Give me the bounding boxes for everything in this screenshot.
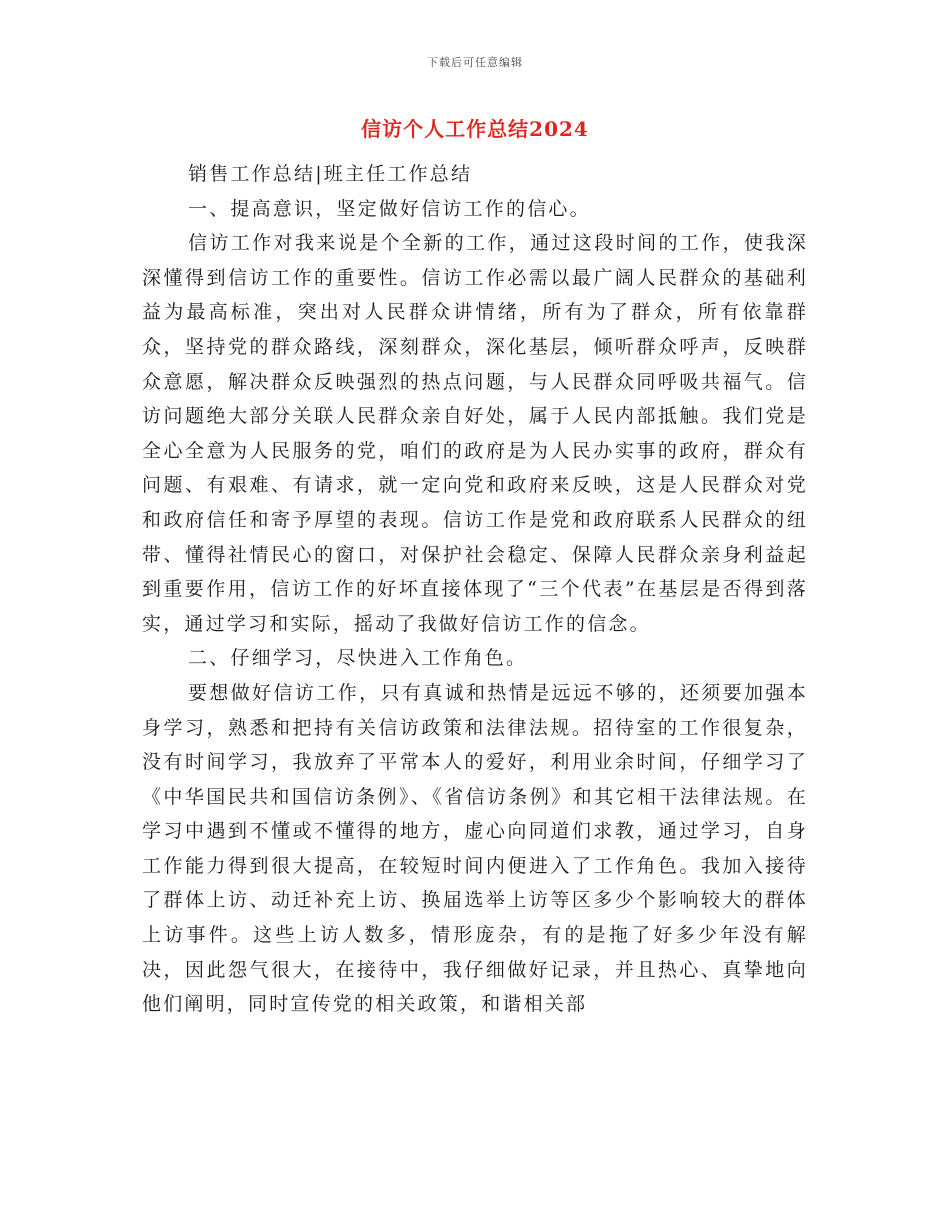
section-heading-2: 二、仔细学习，尽快进入工作角色。 [188,647,528,670]
paragraph-subtitle: 销售工作总结|班主任工作总结 [188,163,473,185]
paragraph-body-1: 信访工作对我来说是个全新的工作，通过这段时间的工作，使我深深懂得到信访工作的重要性。信访工作必需以最广阔人民群众的基础利益为最高标准，突出对人民群众讲情绪，所有为了群众，所有依靠群众，坚持党的群众路线，深刻群众，深化基层，倾听群众呼声，反映群众意愿，解决群众反映强烈的热点问题，与人民群众同呼吸共福气。信访问题绝大部分关联人民群众亲自好处，属于人民内部抵触。我们党是全心全意为人民服务的党，咱们的政府是为人民办实事的政府，群众有问题、有艰难、有请求，就一定向党和政府来反映，这是人民群众对党和政府信任和寄予厚望的表现。信访工作是党和政府联系人民群众的纽带、懂得社情民心的窗口，对保护社会稳定、保障人民群众亲身利益起到重要作用，信访工作的好坏直接体现了“三个代表”在基层是否得到落实，通过学习和实际，摇动了我做好信访工作的信念。 [142,232,808,635]
document-body [142,157,808,1022]
page-header-note: 下载后可任意编辑 [427,56,523,69]
document-title: 信访个人工作总结2024 [361,117,589,141]
section-heading-1: 一、提高意识，坚定做好信访工作的信心。 [188,197,591,220]
paragraph-body-2: 要想做好信访工作，只有真诚和热情是远远不够的，还须要加强本身学习，熟悉和把持有关信访政策和法律法规。招待室的工作很复杂，没有时间学习，我放弃了平常本人的爱好，利用业余时间，仔细学习了《中华国民共和国信访条例》、《省信访条例》和其它相干法律法规。在学习中遇到不懂或不懂得的地方，虚心向同道们求教，通过学习，自身工作能力得到很大提高，在较短时间内便进入了工作角色。我加入接待了群体上访、动迁补充上访、换届选举上访等区多少个影响较大的群体上访事件。这些上访人数多，情形庞杂，有的是拖了好多少年没有解决，因此怨气很大，在接待中，我仔细做好记录，并且热心、真挚地向他们阐明，同时宣传党的相关政策，和谐相关部 [142,681,808,1016]
